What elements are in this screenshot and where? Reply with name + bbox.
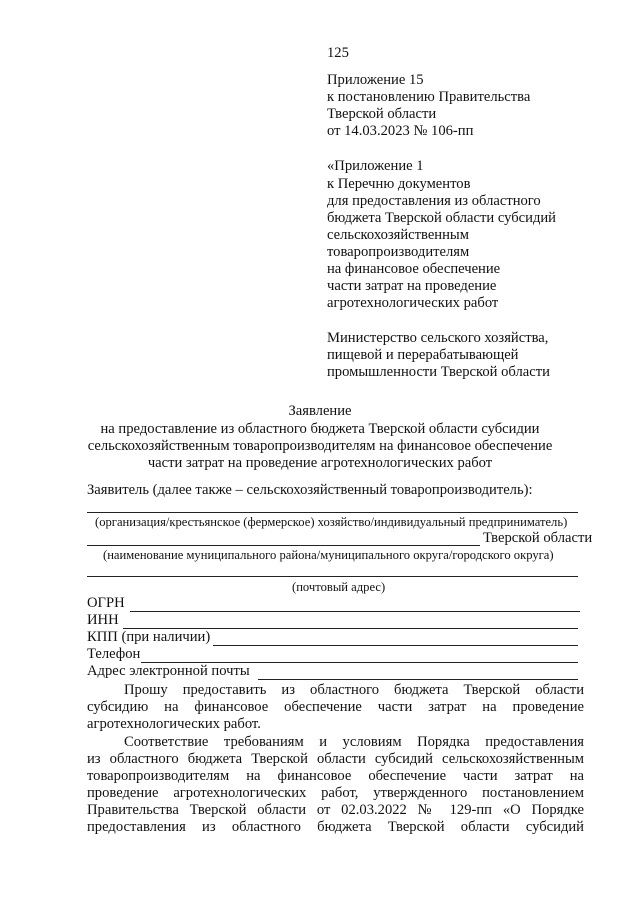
municipal-line[interactable] — [87, 545, 480, 546]
postal-caption: (почтовый адрес) — [292, 580, 386, 594]
appendix-15-line: Тверской области — [327, 106, 437, 122]
appendix-1-line: на финансовое обеспечение — [327, 261, 501, 277]
addressee-line: промышленности Тверской области — [327, 364, 550, 380]
kpp-label: КПП (при наличии) — [87, 629, 211, 645]
paragraph-2-line: Соответствие требованиям и условиям Порядка предоставления — [124, 734, 584, 750]
paragraph-2-line: проведение агротехнологических работ, утвержденного постановлением — [87, 785, 584, 801]
paragraph-2-line: предоставления из областного бюджета Тверской области субсидий — [87, 819, 584, 835]
appendix-1-line: товаропроизводителям — [327, 244, 470, 260]
appendix-15-line: от 14.03.2023 № 106-пп — [327, 123, 474, 139]
appendix-1-line: к Перечню документов — [327, 176, 471, 192]
postal-line[interactable] — [87, 576, 578, 577]
paragraph-1-line: субсидию на финансовое обеспечение части затрат на проведение — [87, 699, 584, 715]
paragraph-1-line: Прошу предоставить из областного бюджета Тверской области — [124, 682, 584, 698]
org-line[interactable] — [87, 512, 578, 513]
document-title: Заявление — [288, 403, 352, 419]
paragraph-1-line: агротехнологических работ. — [87, 716, 261, 732]
appendix-15-line: к постановлению Правительства — [327, 89, 531, 105]
appendix-15-line: Приложение 15 — [327, 72, 424, 88]
paragraph-2-line: из областного бюджета Тверской области субсидий сельскохозяйственным — [87, 751, 584, 767]
municipal-caption: (наименование муниципального района/муниципального округа/городского округа) — [103, 548, 554, 562]
document-title-line: на предоставление из областного бюджета Тверской области субсидии — [100, 421, 540, 437]
page-number: 125 — [327, 45, 349, 61]
paragraph-2-line: товаропроизводителям на финансовое обеспечение части затрат на — [87, 768, 584, 784]
kpp-field[interactable] — [213, 645, 578, 646]
document-title-line: сельскохозяйственным товаропроизводителям на финансовое обеспечение — [87, 438, 553, 454]
paragraph-2-line: Правительства Тверской области от 02.03.2022 № 129-пп «О Порядке — [87, 802, 584, 818]
appendix-1-line: бюджета Тверской области субсидий — [327, 210, 556, 226]
applicant-label: Заявитель (далее также – сельскохозяйственный товаропроизводитель): — [87, 482, 533, 498]
appendix-1-line: агротехнологических работ — [327, 295, 499, 311]
ogrn-field[interactable] — [130, 611, 580, 612]
email-label: Адрес электронной почты — [87, 663, 250, 679]
appendix-1-line: сельскохозяйственным — [327, 227, 469, 243]
appendix-1-line: части затрат на проведение — [327, 278, 497, 294]
phone-label: Телефон — [87, 646, 141, 662]
document-title-line: части затрат на проведение агротехнологических работ — [147, 455, 493, 471]
inn-label: ИНН — [87, 612, 119, 628]
ogrn-label: ОГРН — [87, 595, 125, 611]
email-field[interactable] — [258, 679, 578, 680]
addressee-line: Министерство сельского хозяйства, — [327, 330, 549, 346]
appendix-1-line: «Приложение 1 — [327, 158, 424, 174]
org-caption: (организация/крестьянское (фермерское) хозяйство/индивидуальный предприниматель) — [95, 515, 568, 529]
appendix-1-line: для предоставления из областного — [327, 193, 541, 209]
addressee-line: пищевой и перерабатывающей — [327, 347, 519, 363]
region-suffix: Тверской области — [483, 530, 593, 546]
